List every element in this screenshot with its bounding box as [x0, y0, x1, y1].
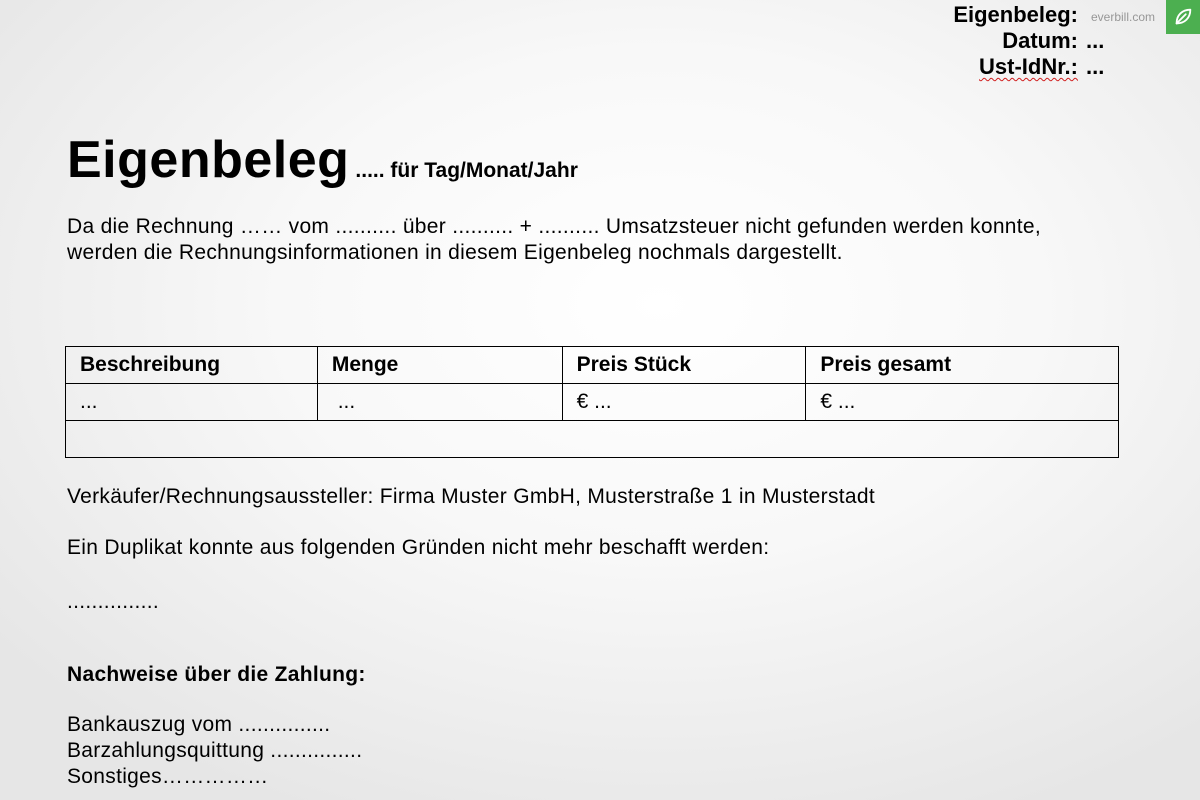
payment-item-bank-statement: Bankauszug vom ...............	[67, 713, 331, 736]
duplicate-reason-line: Ein Duplikat konnte aus folgenden Gründen nicht mehr beschafft werden:	[67, 536, 770, 559]
table-cell-unit-price: € ...	[562, 384, 806, 421]
header-label: Datum:	[1002, 28, 1078, 53]
table-cell-description: ...	[66, 384, 318, 421]
header-line-vat-id	[953, 54, 1126, 80]
title-suffix: ..... für Tag/Monat/Jahr	[355, 159, 578, 182]
header-label: Ust-IdNr.:	[979, 54, 1078, 79]
title-main: Eigenbeleg	[67, 131, 350, 189]
payment-heading: Nachweise über die Zahlung:	[67, 663, 366, 686]
column-header-quantity: Menge	[317, 347, 562, 384]
payment-item-other: Sonstiges……………	[67, 765, 269, 788]
reason-placeholder: ...............	[67, 590, 160, 613]
page-title	[67, 130, 578, 190]
leaf-icon	[1172, 6, 1194, 28]
table-cell-total-price: € ...	[806, 384, 1119, 421]
header-value: ...	[1086, 28, 1105, 53]
table-header-row	[66, 347, 1119, 384]
header-label: Eigenbeleg:	[953, 2, 1078, 27]
table-empty-row	[66, 421, 1119, 458]
intro-paragraph: Da die Rechnung …… vom .......... über .......... + .......... Umsatzsteuer nicht gefunden werden konnte, werden die Rechnungsinformationen in diesem Eigenbeleg nochmals dargestellt.	[67, 215, 1042, 264]
items-table	[65, 346, 1119, 458]
table-cell-empty	[66, 421, 1119, 458]
column-header-description: Beschreibung	[66, 347, 318, 384]
header-line-date	[953, 28, 1126, 54]
column-header-unit-price: Preis Stück	[562, 347, 806, 384]
seller-line: Verkäufer/Rechnungsaussteller: Firma Muster GmbH, Musterstraße 1 in Musterstadt	[67, 485, 875, 508]
payment-item-cash-receipt: Barzahlungsquittung ...............	[67, 739, 363, 762]
watermark: everbill.com	[1090, 10, 1155, 24]
table-row	[66, 384, 1119, 421]
header-value: ...	[1086, 54, 1105, 79]
column-header-total-price: Preis gesamt	[806, 347, 1119, 384]
table-cell-quantity: ...	[317, 384, 562, 421]
brand-badge[interactable]	[1166, 0, 1200, 34]
